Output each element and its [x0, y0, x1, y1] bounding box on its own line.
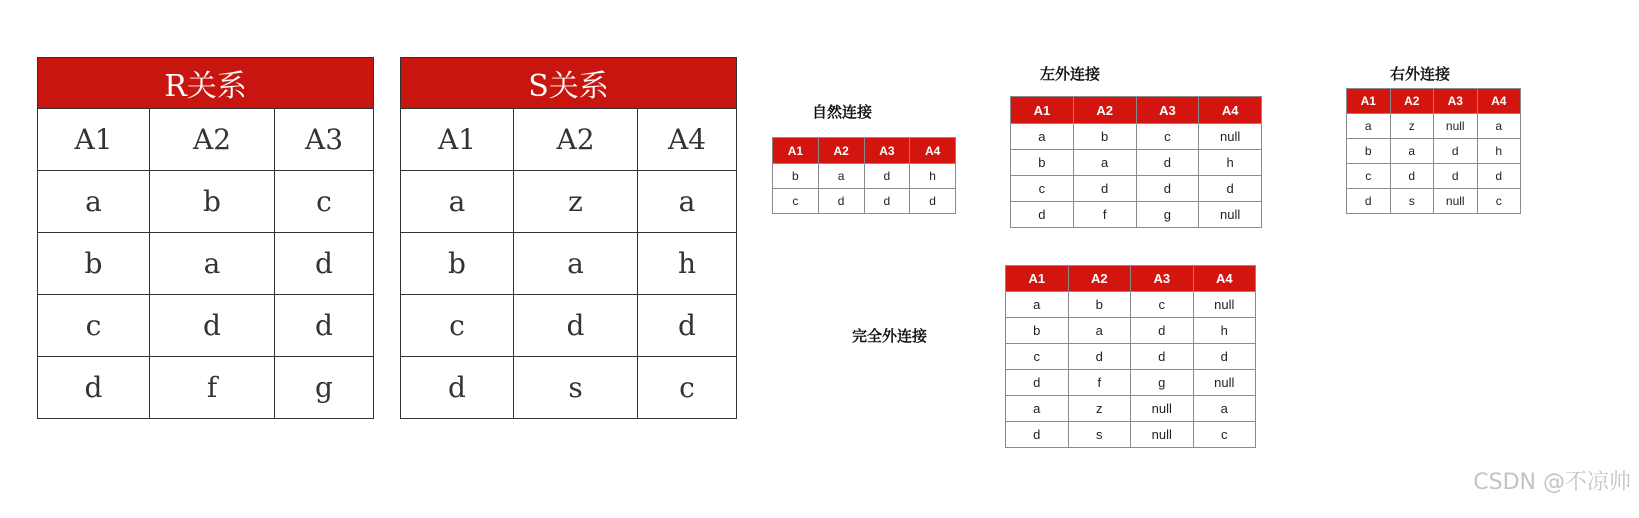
- table-row: [1011, 176, 1262, 202]
- table-cell: d: [1006, 370, 1069, 396]
- column-header: A1: [401, 109, 514, 171]
- header-row: [773, 138, 956, 164]
- table-cell: null: [1199, 124, 1262, 150]
- table-cell: a: [1390, 139, 1434, 164]
- table-cell: c: [275, 171, 374, 233]
- left-join-label: 左外连接: [1040, 65, 1101, 83]
- table-cell: b: [773, 164, 819, 189]
- table-row: [1347, 114, 1521, 139]
- table-cell: d: [910, 189, 956, 214]
- column-header: A1: [38, 109, 150, 171]
- table-row: [1011, 124, 1262, 150]
- table-cell: d: [1068, 344, 1131, 370]
- table-cell: d: [1434, 164, 1478, 189]
- table-cell: d: [38, 357, 150, 419]
- table-cell: d: [864, 164, 910, 189]
- column-header: A3: [864, 138, 910, 164]
- table-cell: a: [818, 164, 864, 189]
- table-row: [1006, 292, 1256, 318]
- table-row: [38, 171, 374, 233]
- column-header: A4: [638, 109, 737, 171]
- table-cell: d: [1390, 164, 1434, 189]
- full-join-table: [1005, 265, 1256, 448]
- table-cell: c: [401, 295, 514, 357]
- table-cell: f: [150, 357, 275, 419]
- table-cell: null: [1193, 370, 1256, 396]
- table-row: [1347, 189, 1521, 214]
- column-header: A4: [910, 138, 956, 164]
- column-header: A4: [1477, 89, 1521, 114]
- table-cell: d: [150, 295, 275, 357]
- table-cell: d: [514, 295, 638, 357]
- table-cell: d: [1131, 344, 1194, 370]
- table-cell: a: [1073, 150, 1136, 176]
- table-cell: null: [1131, 422, 1194, 448]
- column-header: A1: [1347, 89, 1391, 114]
- table-cell: c: [1011, 176, 1074, 202]
- header-row: [1347, 89, 1521, 114]
- table-cell: d: [818, 189, 864, 214]
- table-row: [1011, 150, 1262, 176]
- table-cell: g: [1136, 202, 1199, 228]
- table-cell: h: [1193, 318, 1256, 344]
- table-cell: b: [1068, 292, 1131, 318]
- table-cell: c: [638, 357, 737, 419]
- table-cell: b: [150, 171, 275, 233]
- table-row: [401, 171, 737, 233]
- left-join-table: [1010, 96, 1262, 228]
- table-cell: d: [1011, 202, 1074, 228]
- column-header: A3: [1131, 266, 1194, 292]
- table-cell: d: [1193, 344, 1256, 370]
- table-row: [38, 295, 374, 357]
- column-header: A2: [818, 138, 864, 164]
- table-cell: c: [1347, 164, 1391, 189]
- table-cell: h: [638, 233, 737, 295]
- table-cell: null: [1193, 292, 1256, 318]
- table-cell: c: [38, 295, 150, 357]
- table-row: [38, 109, 374, 171]
- column-header: A2: [1068, 266, 1131, 292]
- table-cell: a: [1006, 396, 1069, 422]
- table-cell: b: [38, 233, 150, 295]
- table-cell: d: [275, 295, 374, 357]
- table-row: [773, 189, 956, 214]
- table-cell: h: [1199, 150, 1262, 176]
- column-header: A3: [275, 109, 374, 171]
- table-row: [1347, 164, 1521, 189]
- table-cell: a: [1068, 318, 1131, 344]
- table-cell: a: [150, 233, 275, 295]
- table-cell: g: [275, 357, 374, 419]
- table-cell: s: [1390, 189, 1434, 214]
- table-cell: d: [1131, 318, 1194, 344]
- table-row: [38, 357, 374, 419]
- table-cell: a: [38, 171, 150, 233]
- natural-join-table: [772, 137, 956, 214]
- table-cell: c: [1006, 344, 1069, 370]
- table-cell: h: [1477, 139, 1521, 164]
- s-relation-table: [400, 57, 737, 419]
- table-cell: a: [1006, 292, 1069, 318]
- table-cell: c: [1136, 124, 1199, 150]
- table-cell: null: [1434, 189, 1478, 214]
- table-cell: d: [1347, 189, 1391, 214]
- header-row: [1006, 266, 1256, 292]
- table-cell: a: [638, 171, 737, 233]
- table-cell: d: [1434, 139, 1478, 164]
- table-cell: h: [910, 164, 956, 189]
- column-header: A2: [1390, 89, 1434, 114]
- right-join-label: 右外连接: [1390, 65, 1451, 83]
- table-cell: b: [1006, 318, 1069, 344]
- s-relation-title: S关系: [401, 58, 737, 109]
- table-cell: d: [1477, 164, 1521, 189]
- table-cell: c: [1477, 189, 1521, 214]
- table-cell: d: [401, 357, 514, 419]
- r-relation-table: [37, 57, 374, 419]
- table-cell: b: [1347, 139, 1391, 164]
- watermark: CSDN @不凉帅: [1473, 470, 1631, 495]
- table-cell: z: [514, 171, 638, 233]
- column-header: A1: [773, 138, 819, 164]
- table-cell: c: [1131, 292, 1194, 318]
- table-cell: b: [401, 233, 514, 295]
- table-cell: c: [1193, 422, 1256, 448]
- table-row: [401, 295, 737, 357]
- table-row: [1011, 202, 1262, 228]
- table-cell: a: [1193, 396, 1256, 422]
- column-header: A4: [1199, 97, 1262, 124]
- table-cell: z: [1068, 396, 1131, 422]
- column-header: A1: [1006, 266, 1069, 292]
- table-cell: f: [1073, 202, 1136, 228]
- table-row: [1006, 396, 1256, 422]
- table-cell: d: [275, 233, 374, 295]
- table-row: [1006, 318, 1256, 344]
- table-cell: a: [401, 171, 514, 233]
- column-header: A4: [1193, 266, 1256, 292]
- column-header: A2: [1073, 97, 1136, 124]
- table-cell: z: [1390, 114, 1434, 139]
- table-cell: b: [1073, 124, 1136, 150]
- table-cell: f: [1068, 370, 1131, 396]
- column-header: A1: [1011, 97, 1074, 124]
- column-header: A2: [150, 109, 275, 171]
- natural-join-label: 自然连接: [812, 103, 873, 121]
- column-header: A2: [514, 109, 638, 171]
- table-cell: a: [1347, 114, 1391, 139]
- column-header: A3: [1136, 97, 1199, 124]
- table-row: [38, 233, 374, 295]
- table-cell: g: [1131, 370, 1194, 396]
- table-cell: a: [1011, 124, 1074, 150]
- right-join-table: [1346, 88, 1521, 214]
- table-row: [401, 109, 737, 171]
- table-cell: s: [514, 357, 638, 419]
- table-row: [1006, 422, 1256, 448]
- table-cell: null: [1131, 396, 1194, 422]
- header-row: [1011, 97, 1262, 124]
- table-cell: b: [1011, 150, 1074, 176]
- table-row: [401, 233, 737, 295]
- full-join-label: 完全外连接: [852, 327, 928, 345]
- table-cell: c: [773, 189, 819, 214]
- table-cell: a: [514, 233, 638, 295]
- table-cell: d: [864, 189, 910, 214]
- table-cell: null: [1199, 202, 1262, 228]
- table-cell: d: [1136, 150, 1199, 176]
- table-cell: s: [1068, 422, 1131, 448]
- table-cell: d: [1073, 176, 1136, 202]
- table-row: [773, 164, 956, 189]
- table-row: [1006, 370, 1256, 396]
- table-cell: d: [1136, 176, 1199, 202]
- table-cell: d: [1006, 422, 1069, 448]
- table-row: [1347, 139, 1521, 164]
- column-header: A3: [1434, 89, 1478, 114]
- table-cell: null: [1434, 114, 1478, 139]
- table-cell: d: [638, 295, 737, 357]
- table-cell: d: [1199, 176, 1262, 202]
- table-row: [1006, 344, 1256, 370]
- table-row: [401, 357, 737, 419]
- table-cell: a: [1477, 114, 1521, 139]
- r-relation-title: R关系: [38, 58, 374, 109]
